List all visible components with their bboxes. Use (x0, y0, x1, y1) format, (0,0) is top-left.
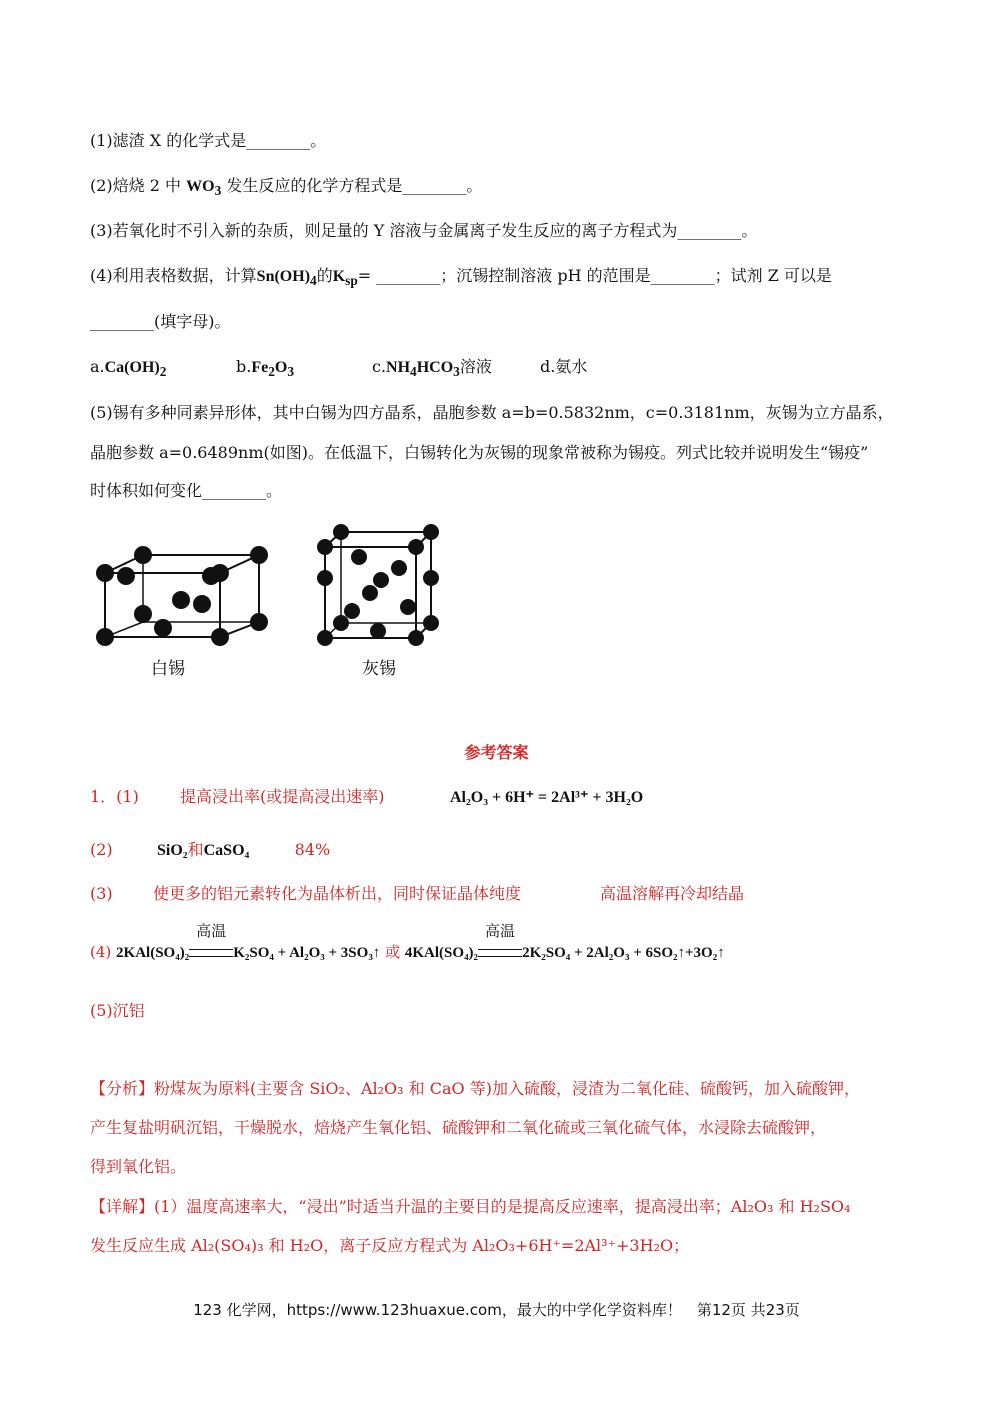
answers-title: 参考答案 (464, 743, 529, 762)
answer-3-text-2: 高温溶解再冷却结晶 (600, 884, 745, 903)
answer-4-right-1: K₂SO₄ + Al₂O₃ + 3SO₃↑ (233, 945, 381, 961)
detail-line-2: 发生反应生成 Al₂(SO₄)₃ 和 H₂O，离子反应方程式为 Al₂O₃+6H⁺=2Al³⁺+3H₂O； (90, 1236, 690, 1255)
atom (172, 591, 190, 609)
atom (134, 546, 152, 564)
atom (362, 585, 378, 601)
atom (250, 613, 268, 631)
question-5-line3: 时体积如何变化________。 (90, 481, 283, 500)
question-2-suffix: 发生反应的化学方程式是________。 (221, 176, 483, 195)
answer-1-equation: Al₂O₃ + 6H⁺ = 2Al³⁺ + 3H₂O (450, 789, 644, 806)
answer-4-condition-1: 高温 (189, 942, 233, 962)
atom (96, 628, 114, 646)
option-a: $a.Ca(OH)_2$ (90, 357, 167, 380)
atom (351, 549, 367, 565)
atom (117, 567, 135, 585)
atom (423, 524, 439, 540)
answer-4-left-1: 2KAl(SO₄)₂ (116, 945, 190, 961)
atom (400, 599, 416, 615)
analysis-line-2: 产生复盐明矾沉铝，干燥脱水，焙烧产生氧化铝、硫酸钾和二氧化硫或三氧化硫气体，水浸除去硫酸钾， (90, 1118, 827, 1137)
answer-1 (90, 787, 643, 808)
answer-4-number: (4) (90, 943, 112, 961)
question-2 (90, 176, 482, 201)
atom (423, 570, 439, 586)
answer-4 (90, 922, 725, 963)
answer-2-formula-2: CaSO₄ (203, 842, 250, 859)
formula-ksp: $K_{sp}$ (332, 268, 358, 289)
atom (408, 630, 424, 646)
question-4-line2: ________(填字母)。 (90, 312, 231, 331)
options-row (90, 357, 587, 382)
atom (391, 560, 407, 576)
atom (373, 572, 389, 588)
question-2-prefix: (2)焙烧 2 中 (90, 176, 187, 195)
atom (333, 524, 349, 540)
option-c: $c.NH_4HCO_3$溶液 (372, 357, 492, 380)
answer-3-text-1: 使更多的铝元素转化为晶体析出，同时保证晶体纯度 (153, 884, 522, 903)
atom (317, 630, 333, 646)
answer-5: (5)沉铝 (90, 1001, 145, 1020)
atom (250, 546, 268, 564)
atom (370, 623, 386, 639)
answer-2-number: (2) (90, 840, 113, 859)
atom (344, 603, 360, 619)
atom (408, 539, 424, 555)
atom (317, 539, 333, 555)
atom (211, 628, 229, 646)
atom (96, 564, 114, 582)
answer-4-condition-2: 高温 (478, 942, 522, 962)
question-4 (90, 266, 832, 291)
atom (423, 615, 439, 631)
answer-2-and: 和 (187, 840, 204, 859)
white-tin-label: 白锡 (151, 659, 185, 679)
answer-4-right-2: 2K₂SO₄ + 2Al₂O₃ + 6SO₂↑+3O₂↑ (522, 945, 725, 961)
question-4-mid: 的 (316, 266, 333, 285)
formula-wo3: $WO_3$ (186, 178, 222, 199)
question-4-prefix: (4)利用表格数据，计算 (90, 266, 257, 285)
atom (333, 615, 349, 631)
question-5-line1: (5)锡有多种同素异形体，其中白锡为四方晶系，晶胞参数 a=b=0.5832nm，c=0.3181nm，灰锡为立方晶系， (90, 403, 894, 422)
option-d: d.氨水 (540, 357, 588, 376)
answer-1-text: 提高浸出率(或提高浸出速率) (180, 787, 385, 806)
answer-4-left-2: 4KAl(SO₄)₂ (404, 945, 479, 961)
atom (317, 570, 333, 586)
detail-line-1: 【详解】(1）温度高速率大，“浸出”时适当升温的主要目的是提高反应速率，提高浸出率；Al₂O₃ 和 H₂SO₄ (90, 1197, 851, 1216)
atom (134, 605, 152, 623)
question-3: (3)若氧化时不引入新的杂质，则足量的 Y 溶液与金属离子发生反应的离子方程式为________。 (90, 221, 758, 240)
question-5-line2: 晶胞参数 a=0.6489nm(如图)。在低温下，白锡转化为灰锡的现象常被称为锡疫。列式比较并说明发生“锡疫” (90, 443, 869, 462)
answer-4-or: 或 (385, 943, 401, 961)
atom (202, 567, 220, 585)
formula-sn-oh-4: $Sn(OH)_4$ (256, 268, 317, 289)
answer-3 (90, 884, 744, 904)
page-footer: 123 化学网，https://www.123huaxue.com，最大的中学化学资料库！ 第12页 共23页 (193, 1301, 800, 1319)
crystal-figure (88, 520, 458, 690)
atom (193, 595, 211, 613)
question-4-suffix: = ________；沉锡控制溶液 pH 的范围是________；试剂 Z 可以是 (357, 266, 832, 285)
analysis-line-3: 得到氧化铝。 (90, 1157, 187, 1176)
analysis-line-1: 【分析】粉煤灰为原料(主要含 SiO₂、Al₂O₃ 和 CaO 等)加入硫酸，浸渣为二氧化硅、硫酸钙，加入硫酸钾， (90, 1079, 860, 1098)
question-1: (1)滤渣 X 的化学式是________。 (90, 131, 327, 150)
option-b: $b.Fe_2O_3$ (236, 357, 294, 380)
answer-2-formula-1: SiO₂ (157, 842, 188, 859)
answer-2 (90, 840, 330, 861)
atom (154, 619, 172, 637)
answer-1-number: 1．(1) (90, 787, 139, 806)
gray-tin-label: 灰锡 (362, 659, 396, 679)
answer-2-percent: 84% (294, 840, 331, 859)
answer-3-number: (3) (90, 884, 113, 903)
